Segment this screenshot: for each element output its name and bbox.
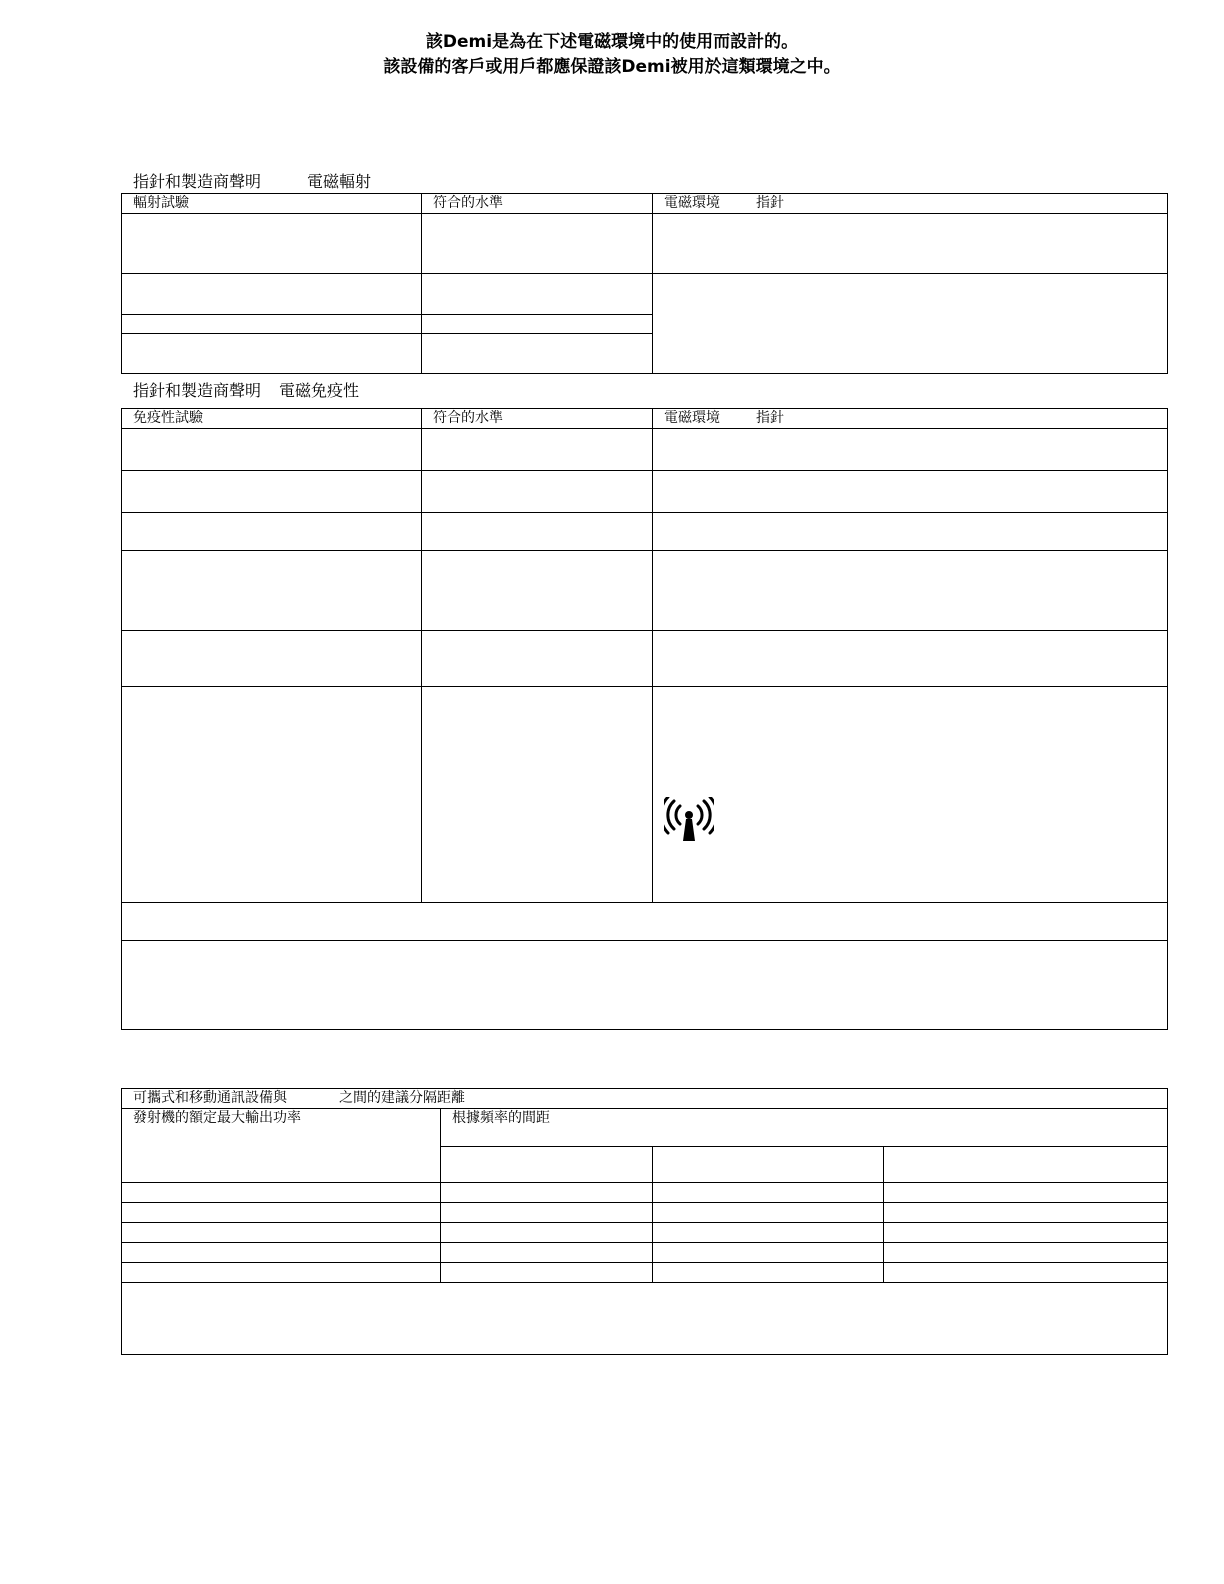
separation-table [121,1088,1168,1355]
table-cell [122,551,422,631]
table-cell [422,471,653,513]
emissions-caption-right: 電磁輻射 [307,172,372,191]
table-note [122,903,1168,941]
table-row [122,513,1168,551]
table-cell [441,1183,653,1203]
table-cell [122,1183,441,1203]
table-cell [422,315,653,334]
table-cell [122,429,422,471]
header-cell: 符合的水準 [422,194,653,214]
table-cell [122,274,422,315]
table-cell [441,1263,653,1283]
table-cell [653,471,1168,513]
table-cell [422,687,653,903]
table-cell [122,1243,441,1263]
table-cell [422,274,653,315]
table-cell [441,1147,653,1183]
table-cell [653,631,1168,687]
immunity-caption [133,381,359,401]
table-cell [422,551,653,631]
table-cell [122,631,422,687]
immunity-table [121,408,1168,1030]
table-cell [422,513,653,551]
emissions-table [121,193,1168,374]
table-cell [422,214,653,274]
table-cell [122,334,422,374]
table-cell [422,631,653,687]
table-cell [653,214,1168,274]
table-cell [884,1183,1168,1203]
table-cell [441,1223,653,1243]
table-cell [122,687,422,903]
table-cell [653,513,1168,551]
table-cell [653,1223,884,1243]
table-header-row [122,409,1168,429]
table-row [122,214,1168,274]
table-cell [122,1223,441,1243]
table-cell [884,1263,1168,1283]
header-cell: 符合的水準 [422,409,653,429]
table-row [122,274,1168,315]
table-cell [653,687,1168,903]
table-header-row [122,1109,1168,1147]
table-row [122,471,1168,513]
table-cell [122,1203,441,1223]
table-cell [653,274,1168,374]
table-cell [653,1203,884,1223]
table-row [122,903,1168,941]
table-cell [884,1243,1168,1263]
intro-text [0,30,1224,80]
table-cell [653,429,1168,471]
table-row [122,1223,1168,1243]
table-row [122,551,1168,631]
table-cell [441,1203,653,1223]
table-cell [653,1263,884,1283]
table-cell [122,471,422,513]
table-row [122,1263,1168,1283]
table-header-row [122,194,1168,214]
header-cell: 根據頻率的間距 [441,1109,1168,1147]
table-cell [122,1263,441,1283]
table-row [122,1183,1168,1203]
table-cell [122,315,422,334]
immunity-caption-right: 電磁免疫性 [279,381,360,400]
separation-caption: 可攜式和移動通訊設備與 之間的建議分隔距離 [122,1089,1168,1109]
table-cell [653,1243,884,1263]
table-cell [884,1147,1168,1183]
non-ionizing-radiation-icon [664,797,714,843]
table-cell [122,214,422,274]
table-cell [441,1243,653,1263]
table-note [122,941,1168,1030]
table-cell [653,1183,884,1203]
table-cell [884,1223,1168,1243]
table-cell [422,334,653,374]
immunity-caption-left: 指針和製造商聲明 [133,381,262,400]
header-cell: 發射機的額定最大輸出功率 [122,1109,441,1183]
header-cell: 電磁環境 指針 [653,409,1168,429]
header-cell: 免疫性試驗 [122,409,422,429]
table-row [122,941,1168,1030]
table-row [122,631,1168,687]
intro-line-1: 該Demi是為在下述電磁環境中的使用而設計的。 [425,32,799,52]
table-cell [422,429,653,471]
table-row [122,429,1168,471]
table-cell [653,1147,884,1183]
table-row [122,1203,1168,1223]
table-cell [122,513,422,551]
table-note [122,1283,1168,1355]
table-row [122,1243,1168,1263]
header-cell: 輻射試驗 [122,194,422,214]
table-cell [884,1203,1168,1223]
table-row [122,1283,1168,1355]
header-cell: 電磁環境 指針 [653,194,1168,214]
table-row [122,687,1168,903]
table-cell [653,551,1168,631]
intro-line-2: 該設備的客戶或用戶都應保證該Demi被用於這類環境之中。 [383,57,841,77]
emissions-caption-left: 指針和製造商聲明 [133,172,262,191]
emissions-caption [133,172,371,192]
table-header-row [122,1089,1168,1109]
